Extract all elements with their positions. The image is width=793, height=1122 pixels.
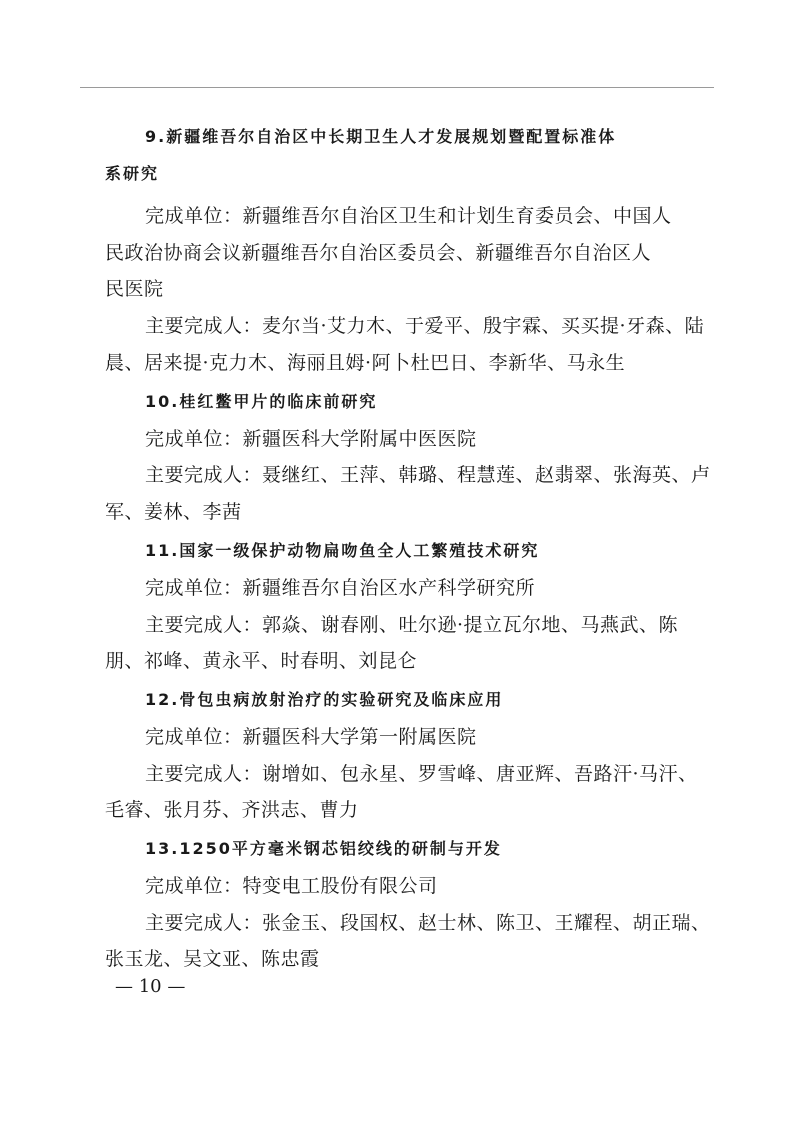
section-10-title: 10.桂红鳖甲片的临床前研究	[145, 392, 378, 411]
section-11-people-continued: 朋、祁峰、黄永平、时春明、刘昆仑	[105, 650, 418, 672]
section-10-unit: 完成单位：新疆医科大学附属中医医院	[145, 428, 477, 450]
section-12-people-continued: 毛睿、张月芬、齐洪志、曹力	[105, 799, 359, 821]
header-rule	[80, 87, 714, 88]
section-9-title-continued: 系研究	[105, 164, 160, 183]
section-9-people: 主要完成人：麦尔当·艾力木、于爱平、殷宇霖、买买提·牙森、陆	[145, 315, 705, 337]
section-12-title: 12.骨包虫病放射治疗的实验研究及临床应用	[145, 690, 504, 709]
section-13-title: 13.1250平方毫米钢芯铝绞线的研制与开发	[145, 839, 502, 858]
section-11-unit: 完成单位：新疆维吾尔自治区水产科学研究所	[145, 577, 536, 599]
section-11-title: 11.国家一级保护动物扁吻鱼全人工繁殖技术研究	[145, 541, 540, 560]
section-9-people-continued: 晨、居来提·克力木、海丽且姆·阿卜杜巴日、李新华、马永生	[105, 352, 626, 374]
section-12-unit: 完成单位：新疆医科大学第一附属医院	[145, 726, 477, 748]
section-12-people: 主要完成人：谢增如、包永星、罗雪峰、唐亚辉、吾路汗·马汗、	[145, 763, 698, 785]
section-10-people-continued: 军、姜林、李茜	[105, 501, 242, 523]
section-9-unit-continued: 民政治协商会议新疆维吾尔自治区委员会、新疆维吾尔自治区人	[105, 242, 652, 264]
section-11-people: 主要完成人：郭焱、谢春刚、吐尔逊·提立瓦尔地、马燕武、陈	[145, 614, 679, 636]
page-number: — 10 —	[115, 976, 186, 997]
section-13-people: 主要完成人：张金玉、段国权、赵士林、陈卫、王耀程、胡正瑞、	[145, 912, 711, 934]
section-9-unit-continued-2: 民医院	[105, 278, 164, 300]
section-9-unit: 完成单位：新疆维吾尔自治区卫生和计划生育委员会、中国人	[145, 205, 672, 227]
section-13-unit: 完成单位：特变电工股份有限公司	[145, 875, 438, 897]
section-10-people: 主要完成人：聂继红、王萍、韩璐、程慧莲、赵翡翠、张海英、卢	[145, 464, 711, 486]
section-13-people-continued: 张玉龙、吴文亚、陈忠霞	[105, 948, 320, 970]
section-9-title: 9.新疆维吾尔自治区中长期卫生人才发展规划暨配置标准体	[145, 127, 617, 146]
